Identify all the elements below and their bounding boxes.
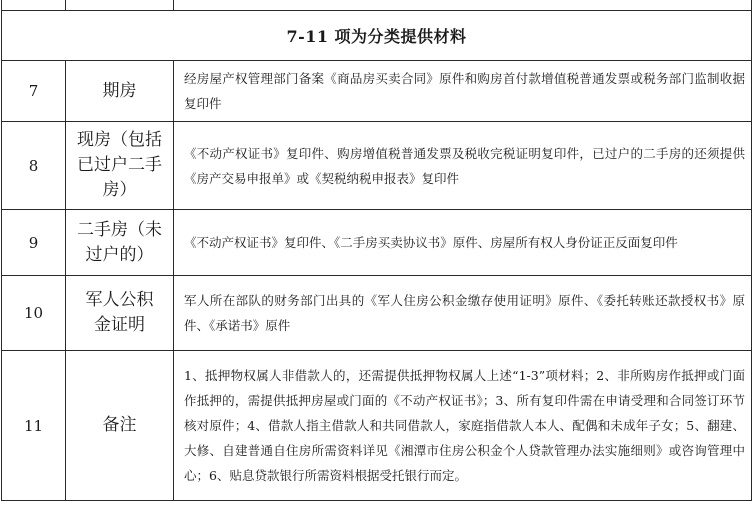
- materials-table: [1, 0, 752, 501]
- row-number: 11: [2, 351, 66, 501]
- row-number: 9: [2, 210, 66, 276]
- row-category: 二手房（未过户的）: [66, 210, 174, 276]
- row-category: 期房: [66, 61, 174, 122]
- table-row: [2, 351, 752, 501]
- row-category: 现房（包括已过户二手房）: [66, 122, 174, 210]
- row-description: 军人所在部队的财务部门出具的《军人住房公积金缴存使用证明》原件、《委托转账还款授权书》原件、《承诺书》原件: [174, 276, 752, 351]
- row-category: 军人公积金证明: [66, 276, 174, 351]
- row-number: 7: [2, 61, 66, 122]
- row-number: 8: [2, 122, 66, 210]
- row-description: 1、抵押物权属人非借款人的，还需提供抵押物权属人上述“1-3”项材料；2、非所购房作抵押或门面作抵押的，需提供抵押房屋或门面的《不动产权证书》；3、所有复印件需在申请受理和合同签订环节核对原件；4、借款人指主借款人和共同借款人，家庭指借款人本人、配偶和未成年子女；5、翻建、大修、自建普通自住房所需资料详见《湘潭市住房公积金个人贷款管理办法实施细则》或咨询管理中心；6、贴息贷款银行所需资料根据受托银行而定。: [174, 351, 752, 501]
- table-row: [2, 61, 752, 122]
- section-header-row: [2, 11, 752, 61]
- section-title: 7-11 项为分类提供材料: [2, 11, 752, 61]
- row-category: 备注: [66, 351, 174, 501]
- table-row: [2, 210, 752, 276]
- table-row: [2, 276, 752, 351]
- cell: [2, 0, 66, 11]
- cell: [66, 0, 174, 11]
- row-number: 10: [2, 276, 66, 351]
- previous-row-remnant: [2, 0, 752, 11]
- cell: [174, 0, 752, 11]
- row-description: 经房屋产权管理部门备案《商品房买卖合同》原件和购房首付款增值税普通发票或税务部门监制收据复印件: [174, 61, 752, 122]
- row-description: 《不动产权证书》复印件、《二手房买卖协议书》原件、房屋所有权人身份证正反面复印件: [174, 210, 752, 276]
- row-description: 《不动产权证书》复印件、购房增值税普通发票及税收完税证明复印件，已过户的二手房的还须提供《房产交易申报单》或《契税纳税申报表》复印件: [174, 122, 752, 210]
- table-row: [2, 122, 752, 210]
